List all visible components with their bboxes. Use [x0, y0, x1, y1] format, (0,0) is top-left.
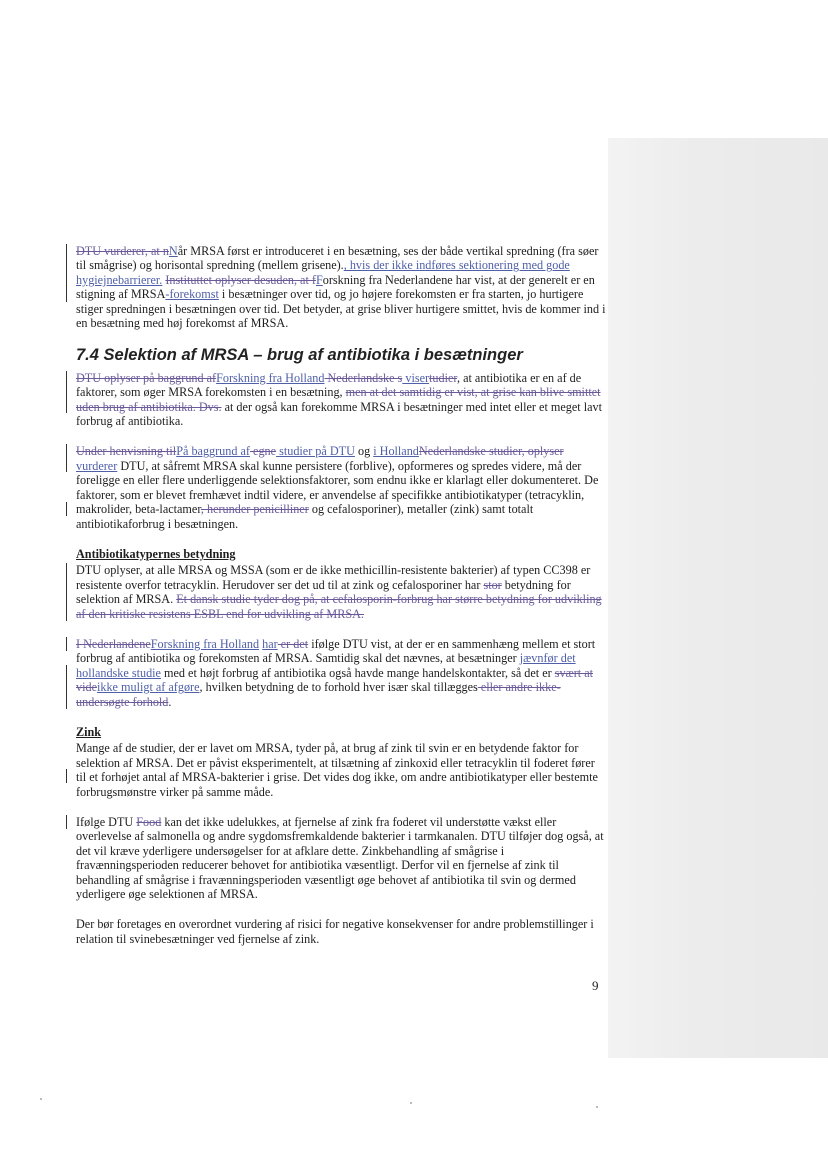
body-text: Der bør foretages en overordnet vurdering af risici for negative konsekvenser for andre problemstillinger i relation til svinebesætninger ved fjernelse af zink.	[76, 917, 594, 946]
change-bar	[66, 665, 67, 709]
change-bar	[66, 444, 67, 472]
body-text: DTU, at såfremt MRSA skal kunne persistere (forblive), opformeres og spredes videre, må der foreligge en eller flere underliggende selektionsfaktorer, som endnu ikke er klarlagt eller dokumenteret. De faktorer, som er blevet fremhævet indtil videre, er anvendelse af specifikke antibiotikatyper (tetracyklin, makrolider, beta-lactamer	[76, 458, 599, 517]
body-text: Mange af de studier, der er lavet om MRSA, tyder på, at brug af zink til svin er en betydende faktor for selektion af MRSA. Det er påvist eksperimentelt, at tilsætning af zinkoxid eller tetracyklin til foderet fører til et forhøjet antal af MRSA-bakterier i grise. Det vides dog ikke, om andre antibiotikatyper eller bestemte forbrugsmønstre virker på samme måde.	[76, 741, 598, 799]
subheading-antibiotic-types: Antibiotikatypernes betydning	[76, 546, 236, 561]
body-text: og	[354, 444, 374, 459]
change-bar	[66, 563, 67, 621]
body-text: i besætninger over tid, og jo højere forekomsten er fra starten, jo hurtigere stiger spredningen i besætningen over tid. Det betyder, at grise bliver hurtigere smittet, hvis de kommer ind i en besætning med høj forekomst af MRSA.	[76, 287, 606, 331]
inserted-text: studier på DTU	[276, 444, 355, 459]
body-text: DTU oplyser, at alle MRSA og MSSA (som er de ikke methicillin-resistente bakterier) af typen CC398 er resistente overfor tetracyklin. Herudover ser det ud til at zink og cefalosporiner har	[76, 563, 591, 592]
paragraph-tetracyclin	[76, 563, 606, 621]
inserted-text: Forskning fra Holland	[150, 636, 260, 651]
deleted-text: men at det samtidig er vist, at grise kan blive smittet uden brug af antibiotika. Dvs.	[76, 385, 601, 414]
deleted-text: eller andre ikke-undersøgte forhold	[76, 680, 561, 709]
paragraph-selection-factors	[76, 444, 606, 530]
body-text: orskning fra Nederlandene har vist, at der generelt er en stigning af MRSA	[76, 272, 595, 302]
deleted-text: egne	[249, 444, 277, 459]
section-heading: 7.4 Selektion af MRSA – brug af antibiotika i besætninger	[76, 346, 523, 365]
deleted-text: Nederlandske studier, oplyser	[418, 444, 564, 459]
body-text: og cefalosporiner), metaller (zink) samt totalt antibiotikaforbrug i besætningen.	[76, 502, 534, 531]
body-text: at der også kan forekomme MRSA i besætninger med intet eller et meget lavt forbrug af antibiotika.	[76, 399, 602, 429]
body-text: betydning for selektion af MRSA.	[76, 577, 571, 607]
deleted-text: Under henvisning til	[76, 444, 177, 459]
paragraph-holland-study	[76, 637, 606, 709]
inserted-text: -forekomst	[165, 287, 219, 302]
change-bar	[66, 637, 67, 651]
inserted-text: vurderer	[76, 458, 118, 473]
change-bar	[66, 244, 67, 302]
deleted-text: , herunder penicilliner	[200, 502, 309, 517]
inserted-text: F	[315, 272, 323, 287]
inserted-text: Forskning fra Holland	[216, 370, 325, 385]
body-text: .	[168, 694, 172, 709]
body-text: , hvilken betydning de to forhold hver især skal tillægges	[199, 680, 478, 695]
change-bar	[66, 815, 67, 829]
deleted-text: Food	[136, 815, 162, 829]
inserted-text: ikke muligt af afgøre	[96, 680, 200, 695]
document-body	[76, 244, 606, 962]
body-text: år MRSA først er introduceret i en besætning, ses der både vertikal spredning (fra søer til smågrise) og horisontal spredning (mellem grisene).	[76, 244, 599, 273]
scan-speck	[410, 1102, 412, 1104]
scan-shadow	[608, 138, 828, 1058]
change-bar	[66, 502, 67, 516]
deleted-text: Nederlandske s	[324, 370, 403, 385]
inserted-text: , hvis der ikke indføres sektionering med gode hygiejnebarrierer.	[76, 258, 570, 287]
inserted-text: N	[168, 244, 178, 258]
subheading-zinc: Zink	[76, 724, 102, 739]
scan-speck	[40, 1098, 42, 1100]
inserted-text: i Holland	[373, 444, 419, 459]
deleted-text: stor	[483, 577, 502, 592]
change-bar	[66, 371, 67, 413]
body-text: med et højt forbrug af antibiotika også havde mange handelskontakter, så det er	[160, 665, 555, 680]
body-text: , at antibiotika er en af de faktorer, som øger MRSA forekomsten i en besætning,	[76, 370, 582, 400]
deleted-text: tudier	[429, 370, 457, 385]
deleted-text: Et dansk studie tyder dog på, at cefalosporin-forbrug har større betydning for udvikling af den kritiske resistens ESBL end for udvikling af MRSA.	[76, 592, 602, 621]
body-text: ifølge DTU vist, at der er en sammenhæng mellem et stort forbrug af antibiotika og forekomsten af MRSA. Samtidig skal det nævnes, at besætninger	[76, 636, 596, 666]
deleted-text: DTU vurderer, at n	[76, 244, 169, 258]
inserted-text: har	[262, 636, 278, 651]
deleted-text: Instituttet oplyser desuden, at f	[165, 272, 316, 287]
inserted-text: viser	[402, 370, 430, 385]
body-text: Ifølge DTU	[76, 815, 137, 829]
body-text: kan det ikke udelukkes, at fjernelse af zink fra foderet vil understøtte vækst eller overlevelse af salmonella og andre sygdomsfremkaldende bakterier i tarmkanalen. DTU tilføjer dog også, at det vil kræve yderligere undersøgelser for at afklare dette. Zinkbehandling af smågrise i fravænningsperioden reducerer behovet for antibiotika væsentligt. Derfor vil en fjernelse af zink til behandling af smågrise i fravænningsperioden væsentligt øge behovet af antibiotika til svin og dermed yderligere øge selektionen af MRSA.	[76, 815, 604, 902]
inserted-text: jævnfør det hollandske studie	[76, 651, 576, 680]
deleted-text: DTU oplyser på baggrund af	[76, 370, 217, 385]
change-bar	[66, 769, 67, 783]
deleted-text: svært at vide	[76, 665, 594, 695]
scan-speck	[596, 1106, 598, 1108]
paragraph-spread	[76, 244, 606, 330]
inserted-text: På baggrund af	[176, 444, 250, 459]
paragraph-antibiotics	[76, 371, 606, 429]
paragraph-zinc	[76, 741, 606, 799]
page-number: 9	[592, 978, 599, 993]
paragraph-risk-assessment	[76, 917, 606, 946]
paragraph-zinc-removal	[76, 815, 606, 901]
deleted-text: er det	[277, 636, 309, 651]
deleted-text: I Nederlandene	[76, 636, 151, 651]
